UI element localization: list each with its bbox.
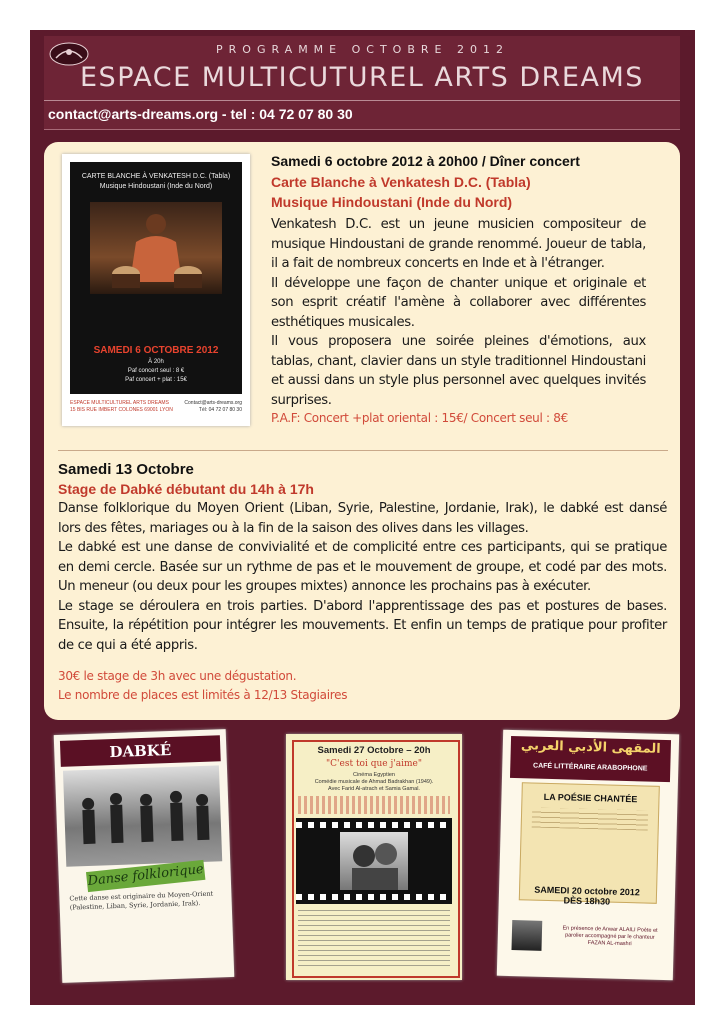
poster-paf2: Paf concert + plat : 15€: [125, 377, 187, 383]
film-strip: [296, 818, 452, 904]
poesie-guest: En présence de Anwar ALAILI Poète et parolier accompagné par le chanteur FAZAN AL-mashri: [562, 925, 658, 948]
couple-figures: [340, 832, 408, 890]
poster-time: À 20h: [148, 359, 164, 365]
film-holes-bottom: [296, 894, 452, 900]
cinema-poster: [286, 734, 462, 980]
cinema-date: Samedi 27 Octobre – 20h: [317, 745, 431, 756]
event2-description: [58, 499, 667, 655]
cinema-sub3: Avec Farid Al-atrach et Samia Gamal.: [328, 786, 420, 792]
event2-price-line2: Le nombre de places est limités à 12/13 Stagiaires: [58, 688, 348, 702]
event2-para1: Danse folklorique du Moyen Orient (Liban, Syrie, Palestine, Jordanie, Irak), le dabké est dansé lors des fêtes, mariages ou à la fin de la saison des olives dans les villages.: [58, 501, 667, 536]
section-divider: [58, 450, 668, 451]
dabke-poster: [54, 729, 235, 983]
cinema-sub1: Cinéma Egyptien: [353, 772, 395, 778]
dancers-figures: [63, 765, 222, 866]
poster-caption: [70, 172, 242, 192]
poesie-title: LA POÉSIE CHANTÉE: [543, 791, 638, 805]
dabke-text: Cette danse est originaire du Moyen-Orient (Palestine, Liban, Syrie, Jordanie, Irak).: [69, 889, 214, 912]
event2-price-line1: 30€ le stage de 3h avec une dégustation.: [58, 669, 297, 683]
poesie-datetime: [499, 884, 675, 909]
cinema-sub2: Comédie musicale de Ahmad Badrakhan (1949).: [314, 779, 434, 785]
poster-caption-line2: Musique Hindoustani (Inde du Nord): [99, 183, 213, 190]
poesie-parchment-text: [532, 808, 648, 831]
event2-para3: Le stage se déroulera en trois parties. D'abord l'apprentissage des pas et postures de bases. Ensuite, la répétition pour intégrer les mouvements. Et enfin un temps de pratique pour profiter de ce qui a été appris.: [58, 598, 667, 653]
event1-para2: Il développe une façon de chanter unique et originale et son esprit créatif l'amène à collaborer avec différentes esthétiques musicales.: [271, 275, 646, 330]
event1-para3: Il vous proposera une soirée pleines d'émotions, aux tablas, chant, clavier dans un style traditionnel Hindoustani et aussi dans un style plus personnel avec quelques invités surprises.: [271, 334, 646, 408]
poster-date: SAMEDI 6 OCTOBRE 2012: [93, 345, 219, 356]
film-still-photo: [340, 832, 408, 890]
film-holes-top: [296, 822, 452, 828]
event1-para1: Venkatesh D.C. est un jeune musicien compositeur de musique Hindoustani de grande renommé. Joueur de tabla, il a fait de nombreux concerts en Inde et à l'étranger.: [271, 217, 646, 271]
event2-subtitle: Stage de Dabké débutant du 14h à 17h: [58, 481, 314, 497]
event2-price: [58, 667, 347, 705]
dabke-banner: Danse folklorique: [86, 860, 205, 892]
poster-foot4: Tél: 04 72 07 80 30: [198, 407, 242, 413]
cinema-bottom-text: [298, 910, 450, 966]
page-title: ESPACE MULTICUTUREL ARTS DREAMS: [80, 62, 644, 93]
event1-title: Samedi 6 octobre 2012 à 20h00 / Dîner concert: [271, 153, 580, 169]
poesie-arabic: المقهى الأدبي العربي: [520, 738, 661, 757]
poster-details: [70, 358, 242, 385]
event1-description: [271, 215, 646, 410]
poster-caption-line1: CARTE BLANCHE À VENKATESH D.C. (Tabla): [81, 173, 231, 180]
poster-foot1: ESPACE MULTICULTUREL ARTS DREAMS: [70, 400, 169, 406]
dabke-title: DABKÉ: [109, 740, 172, 762]
event1-subtitle1: Carte Blanche à Venkatesh D.C. (Tabla): [271, 174, 531, 190]
poesie-poster: [497, 730, 679, 981]
contact-line: contact@arts-dreams.org - tel : 04 72 07 80 30: [48, 106, 353, 122]
event1-price: P.A.F: Concert +plat oriental : 15€/ Concert seul : 8€: [271, 411, 568, 425]
event2-title: Samedi 13 Octobre: [58, 461, 194, 478]
dabke-dancers-photo: [63, 765, 222, 866]
event1-subtitle2: Musique Hindoustani (Inde du Nord): [271, 194, 513, 210]
poet-photo: [511, 920, 542, 951]
cinema-text-block: [298, 796, 450, 814]
poster-foot2: 15 BIS RUE IMBERT COLONES 69001 LYON: [70, 407, 173, 413]
cinema-title: "C'est toi que j'aime": [326, 759, 422, 769]
poesie-cafe: CAFÉ LITTÉRAIRE ARABOPHONE: [532, 762, 648, 773]
tabla-player-figure: [90, 202, 222, 294]
poesie-time: DÈS 18h30: [563, 895, 611, 907]
poster-paf1: Paf concert seul : 8 €: [127, 368, 185, 374]
poster-foot3: Contact@arts-dreams.org: [184, 400, 242, 406]
programme-label: PROGRAMME OCTOBRE 2012: [216, 43, 509, 56]
tabla-player-photo: [90, 202, 222, 294]
poesie-date: SAMEDI 20 octobre 2012: [534, 884, 640, 898]
venkatesh-poster: [62, 154, 250, 426]
cinema-subtitle: [286, 772, 462, 793]
poster-footer: [70, 400, 242, 414]
event2-para2: Le dabké est une danse de convivialité et de complicité entre ces participants, qui se pratique en demi cercle. Basée sur un rythme de pas et le mouvement de groupe, et codé par des mots. Un meneur (ou deux pour les groupes mixtes) annonce les prochains pas à exécuter.: [58, 540, 667, 594]
title-divider: [44, 100, 680, 101]
